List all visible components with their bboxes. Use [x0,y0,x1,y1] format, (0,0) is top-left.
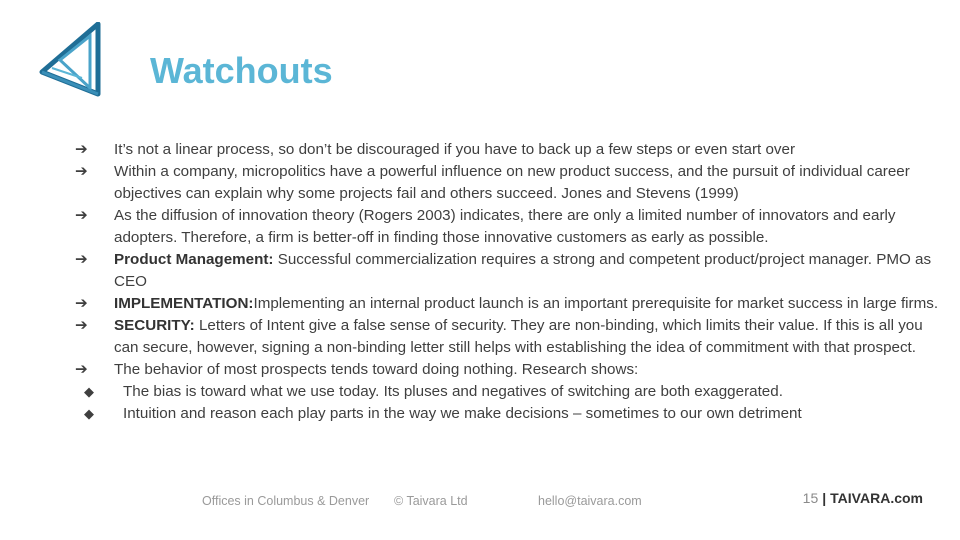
bullet-text: Within a company, micropolitics have a powerful influence on new product success, and the pursuit of individual career objectives can explain why some projects fail and others succeed. Jones and Stevens (1999) [114,163,910,202]
bullet-bold-label: SECURITY: [114,317,195,334]
arrow-bullet-icon: ➔ [75,141,88,158]
sub-bullet-item [75,403,943,425]
bullet-text: The behavior of most prospects tends toward doing nothing. Research shows: [114,361,639,378]
bullet-bold-label: Product Management: [114,251,274,268]
bullet-item [75,161,943,205]
page-number: 15 [802,490,819,506]
diamond-bullet-icon: ◆ [84,406,94,421]
bullet-text: Letters of Intent give a false sense of security. They are non-binding, which limits their value. If this is all you can secure, however, signing a non-binding letter still helps with establishing the idea of commitment with that prospect. [114,317,923,356]
footer-offices: Offices in Columbus & Denver [202,494,370,508]
footer-separator: | [822,490,827,506]
bullet-item [75,315,943,359]
bullet-item [75,139,943,161]
page-title: Watchouts [150,50,333,91]
bullet-text: Implementing an internal product launch is an important prerequisite for market success in large firms. [253,295,939,312]
bullet-item [75,205,943,249]
taivara-logo-icon [38,22,102,98]
arrow-bullet-icon: ➔ [75,361,88,378]
bullet-text: As the diffusion of innovation theory (Rogers 2003) indicates, there are only a limited number of innovators and early adopters. Therefore, a firm is better-off in finding those innovative customers as early as possible. [114,207,896,246]
bullet-list [75,139,943,425]
sub-bullet-list [75,381,943,425]
sub-bullet-item [75,381,943,403]
arrow-bullet-icon: ➔ [75,163,88,180]
bullet-item [75,293,943,315]
bullet-text: It’s not a linear process, so don’t be discouraged if you have to back up a few steps or even start over [114,141,796,158]
arrow-bullet-icon: ➔ [75,251,88,268]
sub-bullet-group [75,381,943,425]
page-number-footer [803,490,923,506]
footer-brand: TAIVARA.com [830,490,923,506]
bullet-item [75,249,943,293]
footer-email: hello@taivara.com [538,494,642,508]
bullet-bold-label: IMPLEMENTATION: [114,295,254,312]
arrow-bullet-icon: ➔ [75,207,88,224]
footer-copyright: © Taivara Ltd [394,494,468,508]
bullet-text: Successful commercialization requires a strong and competent product/project manager. PMO as CEO [114,251,932,290]
sub-bullet-text: The bias is toward what we use today. Its pluses and negatives of switching are both exaggerated. [123,383,783,400]
sub-bullet-text: Intuition and reason each play parts in the way we make decisions – sometimes to our own detriment [123,405,802,422]
diamond-bullet-icon: ◆ [84,384,94,399]
bullet-item [75,359,943,381]
arrow-bullet-icon: ➔ [75,317,88,334]
arrow-bullet-icon: ➔ [75,295,88,312]
